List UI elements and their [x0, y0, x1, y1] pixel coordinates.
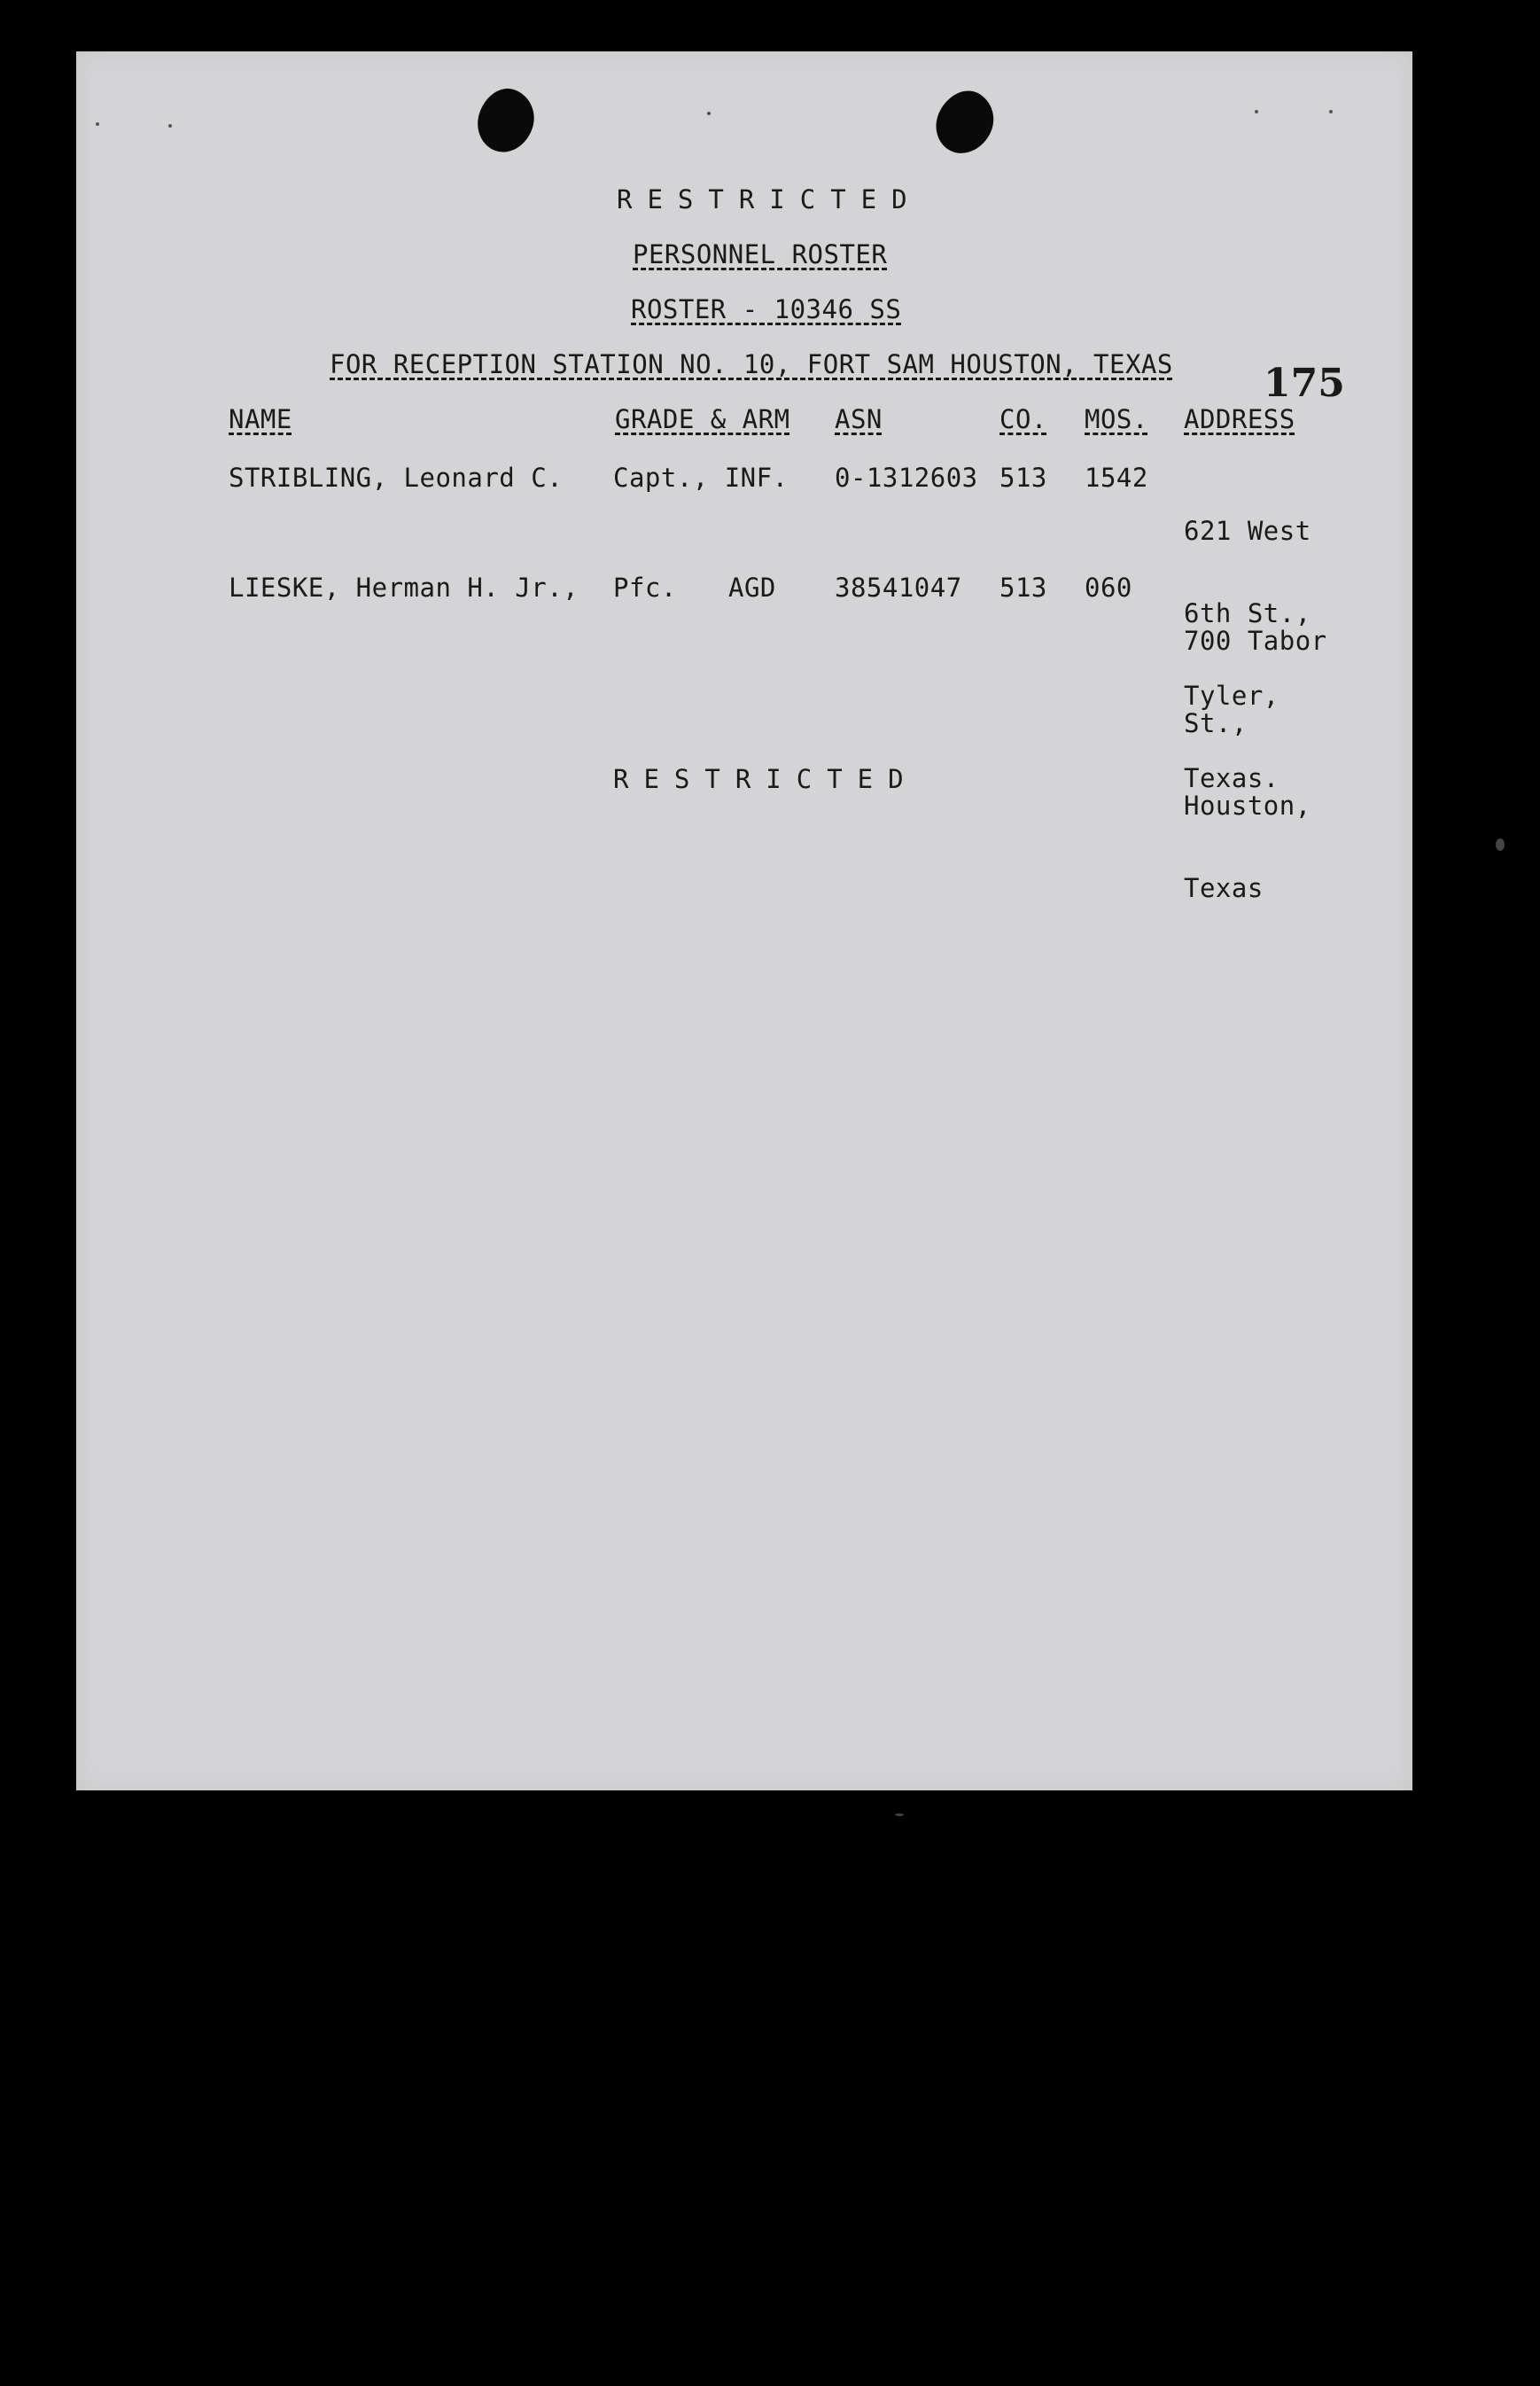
col-header-name: NAME — [229, 404, 292, 434]
row-1-name: STRIBLING, Leonard C. — [229, 463, 564, 493]
col-header-mos: MOS. — [1085, 404, 1148, 434]
document-title: PERSONNEL ROSTER — [633, 239, 888, 269]
header-restricted: RESTRICTED — [617, 184, 922, 214]
row-1-mos: 1542 — [1085, 463, 1148, 493]
speck — [1255, 110, 1258, 113]
punch-hole — [470, 82, 541, 160]
address-line: St., — [1184, 708, 1248, 738]
roster-number: ROSTER - 10346 SS — [631, 294, 902, 324]
speck — [1496, 838, 1505, 851]
row-2-arm: AGD — [728, 573, 776, 603]
row-2-mos: 060 — [1085, 573, 1132, 603]
row-1-grade: Capt., INF. — [613, 463, 789, 493]
speck — [96, 122, 99, 126]
col-header-address: ADDRESS — [1184, 404, 1295, 434]
speck — [168, 124, 172, 128]
row-2-grade: Pfc. — [613, 573, 677, 603]
col-header-asn: ASN — [835, 404, 883, 434]
punch-hole — [926, 82, 1005, 164]
address-line: Houston, — [1184, 791, 1311, 821]
address-line: 6th St., — [1184, 598, 1311, 628]
row-2-address — [1184, 573, 1327, 957]
address-line: Texas — [1184, 873, 1264, 903]
row-1-co: 513 — [999, 463, 1047, 493]
row-2-name: LIESKE, Herman H. Jr., — [229, 573, 579, 603]
address-line: Texas. — [1184, 763, 1279, 793]
speck — [895, 1813, 904, 1816]
address-line: Tyler, — [1184, 681, 1279, 711]
col-header-grade-arm: GRADE & ARM — [615, 404, 790, 434]
footer-restricted: RESTRICTED — [613, 764, 919, 794]
station-line: FOR RECEPTION STATION NO. 10, FORT SAM HOUSTON, TEXAS — [330, 349, 1173, 379]
speck — [1329, 110, 1333, 113]
row-2-co: 513 — [999, 573, 1047, 603]
address-line: 621 West — [1184, 516, 1311, 546]
speck — [707, 112, 711, 115]
document-page — [76, 51, 1412, 1790]
row-2-asn: 38541047 — [835, 573, 962, 603]
row-1-asn: 0-1312603 — [835, 463, 978, 493]
address-line: 700 Tabor — [1184, 626, 1327, 656]
page-number: 175 — [1264, 361, 1345, 406]
col-header-co: CO. — [999, 404, 1047, 434]
